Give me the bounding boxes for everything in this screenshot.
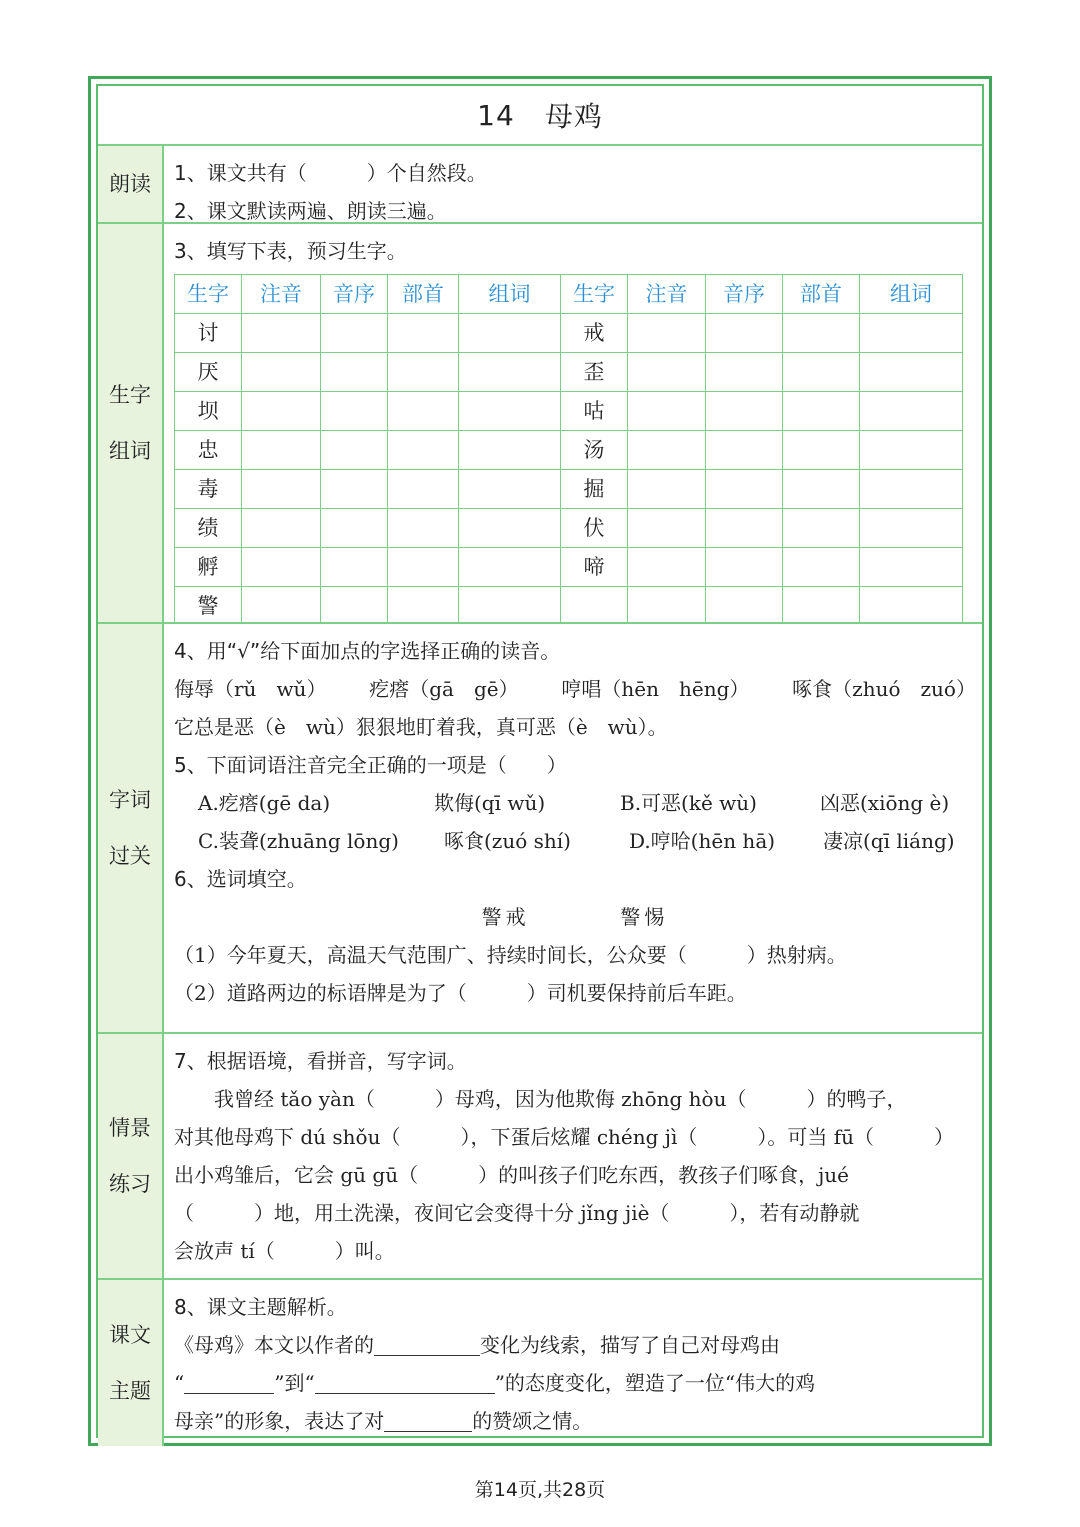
passage-line: 我曾经 tǎo yàn（ ）母鸡，因为他欺侮 zhōng hòu（ ）的鸭子， <box>214 1087 907 1111</box>
section-practice <box>164 1034 982 1280</box>
section-reading <box>164 146 982 224</box>
character-cell <box>561 587 628 625</box>
character-cell: 伏 <box>561 509 628 548</box>
answer-cell[interactable] <box>321 314 388 353</box>
question-1: 1、课文共有（ ）个自然段。 <box>174 161 487 185</box>
answer-blank[interactable] <box>184 1366 274 1394</box>
option: A.疙瘩(gē da) <box>198 791 331 815</box>
answer-cell[interactable] <box>783 353 860 392</box>
question-4-items <box>174 670 976 708</box>
question-5-row2 <box>174 822 976 860</box>
passage-line: 对其他母鸡下 dú shǒu（ ），下蛋后炫耀 chéng jì（ ）。可当 fū（ ） <box>174 1125 955 1149</box>
option: 欺侮(qī wǔ) <box>434 791 546 815</box>
character-cell: 绩 <box>175 509 242 548</box>
column-header: 生字 <box>175 275 242 314</box>
answer-cell[interactable] <box>242 314 321 353</box>
section-label-theme <box>98 1280 164 1446</box>
answer-cell[interactable] <box>783 548 860 587</box>
worksheet-grid <box>96 84 984 1438</box>
answer-cell[interactable] <box>860 392 963 431</box>
column-header: 音序 <box>706 275 783 314</box>
table-row <box>175 470 963 509</box>
answer-cell[interactable] <box>628 470 706 509</box>
table-row <box>175 392 963 431</box>
answer-cell[interactable] <box>628 392 706 431</box>
answer-cell[interactable] <box>783 314 860 353</box>
table-row <box>175 353 963 392</box>
column-header: 部首 <box>783 275 860 314</box>
question-6-1: （1）今年夏天，高温天气范围广、持续时间长，公众要（ ）热射病。 <box>174 943 847 967</box>
label-text: 字词 <box>109 788 151 812</box>
table-row <box>175 509 963 548</box>
answer-cell[interactable] <box>388 470 459 509</box>
answer-cell[interactable] <box>388 431 459 470</box>
answer-cell[interactable] <box>860 431 963 470</box>
answer-cell[interactable] <box>388 392 459 431</box>
section-characters <box>164 224 982 624</box>
table-row <box>175 587 963 625</box>
answer-cell[interactable] <box>242 431 321 470</box>
answer-cell[interactable] <box>706 548 783 587</box>
question-4: 4、用“√”给下面加点的字选择正确的读音。 <box>174 639 561 663</box>
question-4-line2: 它总是恶（è wù）狠狠地盯着我，真可恶（è wù）。 <box>174 715 668 739</box>
character-cell: 讨 <box>175 314 242 353</box>
theme-line-1 <box>174 1326 976 1364</box>
answer-cell[interactable] <box>860 314 963 353</box>
answer-cell[interactable] <box>242 470 321 509</box>
text: 的赞颂之情。 <box>472 1409 593 1433</box>
lesson-name: 母鸡 <box>544 100 603 133</box>
option: 疙瘩（gā gē） <box>369 677 519 701</box>
table-header-row <box>175 275 963 314</box>
character-cell: 啼 <box>561 548 628 587</box>
answer-cell[interactable] <box>459 314 561 353</box>
label-text: 主题 <box>109 1379 151 1403</box>
passage-line: 会放声 tí（ ）叫。 <box>174 1239 395 1263</box>
word-choices <box>174 898 976 936</box>
option: C.装聋(zhuāng lōng) <box>198 829 399 853</box>
lesson-number: 14 <box>477 98 515 132</box>
answer-cell[interactable] <box>783 470 860 509</box>
section-label-reading <box>98 146 164 224</box>
text: ”的态度变化，塑造了一位“伟大的鸡 <box>494 1371 816 1395</box>
worksheet-frame <box>88 76 992 1446</box>
answer-cell[interactable] <box>706 353 783 392</box>
section-theme <box>164 1280 982 1446</box>
answer-cell[interactable] <box>388 353 459 392</box>
answer-cell[interactable] <box>321 431 388 470</box>
label-text: 朗读 <box>109 172 151 196</box>
table-row <box>175 314 963 353</box>
answer-cell[interactable] <box>628 353 706 392</box>
answer-cell[interactable] <box>459 353 561 392</box>
answer-cell[interactable] <box>459 392 561 431</box>
section-label-characters <box>98 224 164 624</box>
answer-cell[interactable] <box>628 548 706 587</box>
answer-cell[interactable] <box>706 392 783 431</box>
text: 变化为线索，描写了自己对母鸡由 <box>480 1333 780 1357</box>
answer-blank[interactable] <box>374 1328 480 1356</box>
character-cell: 掘 <box>561 470 628 509</box>
column-header: 注音 <box>242 275 321 314</box>
answer-cell[interactable] <box>321 548 388 587</box>
answer-cell[interactable] <box>783 431 860 470</box>
passage-line: 出小鸡雏后，它会 gū gū（ ）的叫孩子们吃东西，教孩子们啄食，jué <box>174 1163 849 1187</box>
character-cell: 戒 <box>561 314 628 353</box>
character-cell: 忠 <box>175 431 242 470</box>
answer-cell[interactable] <box>860 470 963 509</box>
theme-line-2 <box>174 1364 976 1402</box>
answer-cell[interactable] <box>860 353 963 392</box>
answer-cell[interactable] <box>242 509 321 548</box>
character-cell: 咕 <box>561 392 628 431</box>
label-text: 练习 <box>109 1172 151 1196</box>
answer-cell[interactable] <box>706 470 783 509</box>
label-text: 生字 <box>109 383 151 407</box>
table-row <box>175 548 963 587</box>
character-cell: 汤 <box>561 431 628 470</box>
character-cell: 警 <box>175 587 242 625</box>
question-5: 5、下面词语注音完全正确的一项是（ ） <box>174 753 567 777</box>
option: B.可恶(kě wù) <box>620 791 757 815</box>
word-option: 警惕 <box>620 905 669 929</box>
answer-cell[interactable] <box>459 431 561 470</box>
answer-cell[interactable] <box>321 353 388 392</box>
answer-cell[interactable] <box>242 587 321 625</box>
answer-cell[interactable] <box>783 392 860 431</box>
answer-cell[interactable] <box>860 587 963 625</box>
option: 凄凉(qī liáng) <box>823 829 955 853</box>
answer-cell[interactable] <box>388 509 459 548</box>
answer-cell[interactable] <box>321 587 388 625</box>
answer-cell[interactable] <box>860 509 963 548</box>
character-table <box>174 274 963 624</box>
page-footer: 第14页,共28页 <box>474 1479 606 1501</box>
answer-cell[interactable] <box>628 587 706 625</box>
label-text: 情景 <box>109 1116 151 1140</box>
section-label-practice <box>98 1034 164 1280</box>
answer-cell[interactable] <box>242 548 321 587</box>
label-text: 过关 <box>109 844 151 868</box>
answer-cell[interactable] <box>706 587 783 625</box>
word-option: 警戒 <box>481 905 530 929</box>
option: D.哼哈(hēn hā) <box>629 829 776 853</box>
question-7: 7、根据语境，看拼音，写字词。 <box>174 1049 467 1073</box>
option: 啄食(zuó shí) <box>444 829 571 853</box>
answer-cell[interactable] <box>783 509 860 548</box>
section-vocab <box>164 624 982 1034</box>
option: 哼唱（hēn hēng） <box>561 677 750 701</box>
label-text: 组词 <box>109 439 151 463</box>
answer-cell[interactable] <box>388 587 459 625</box>
answer-cell[interactable] <box>783 587 860 625</box>
answer-cell[interactable] <box>388 314 459 353</box>
option: 啄食（zhuó zuó） <box>792 677 976 701</box>
question-6-2: （2）道路两边的标语牌是为了（ ）司机要保持前后车距。 <box>174 981 747 1005</box>
question-3: 3、填写下表，预习生字。 <box>174 239 407 263</box>
answer-cell[interactable] <box>706 431 783 470</box>
page-title <box>98 86 982 146</box>
answer-cell[interactable] <box>860 548 963 587</box>
column-header: 注音 <box>628 275 706 314</box>
column-header: 生字 <box>561 275 628 314</box>
answer-blank[interactable] <box>384 1404 472 1432</box>
theme-line-3 <box>174 1402 976 1440</box>
character-cell: 孵 <box>175 548 242 587</box>
character-cell: 毒 <box>175 470 242 509</box>
answer-cell[interactable] <box>459 509 561 548</box>
answer-cell[interactable] <box>628 509 706 548</box>
option: 侮辱（rǔ wǔ） <box>174 677 327 701</box>
label-text: 课文 <box>109 1323 151 1347</box>
column-header: 音序 <box>321 275 388 314</box>
table-row <box>175 431 963 470</box>
character-cell: 厌 <box>175 353 242 392</box>
answer-cell[interactable] <box>459 548 561 587</box>
question-8: 8、课文主题解析。 <box>174 1295 347 1319</box>
answer-cell[interactable] <box>321 470 388 509</box>
text: “ <box>174 1371 185 1395</box>
question-5-row1 <box>174 784 976 822</box>
answer-cell[interactable] <box>242 392 321 431</box>
answer-blank[interactable] <box>315 1366 495 1394</box>
section-label-vocab <box>98 624 164 1034</box>
column-header: 组词 <box>860 275 963 314</box>
option: 凶恶(xiōng è) <box>820 791 950 815</box>
answer-cell[interactable] <box>242 353 321 392</box>
answer-cell[interactable] <box>628 431 706 470</box>
column-header: 组词 <box>459 275 561 314</box>
text: 《母鸡》本文以作者的 <box>174 1333 374 1357</box>
passage-line: （ ）地，用土洗澡，夜间它会变得十分 jǐng jiè（ ），若有动静就 <box>174 1201 860 1225</box>
answer-cell[interactable] <box>388 548 459 587</box>
answer-cell[interactable] <box>706 314 783 353</box>
question-6: 6、选词填空。 <box>174 867 307 891</box>
answer-cell[interactable] <box>321 392 388 431</box>
question-2: 2、课文默读两遍、朗读三遍。 <box>174 199 447 223</box>
column-header: 部首 <box>388 275 459 314</box>
answer-cell[interactable] <box>321 509 388 548</box>
answer-cell[interactable] <box>706 509 783 548</box>
answer-cell[interactable] <box>459 470 561 509</box>
character-cell: 歪 <box>561 353 628 392</box>
answer-cell[interactable] <box>628 314 706 353</box>
answer-cell[interactable] <box>459 587 561 625</box>
character-cell: 坝 <box>175 392 242 431</box>
text: 母亲”的形象，表达了对 <box>174 1409 385 1433</box>
text: ”到“ <box>274 1371 315 1395</box>
